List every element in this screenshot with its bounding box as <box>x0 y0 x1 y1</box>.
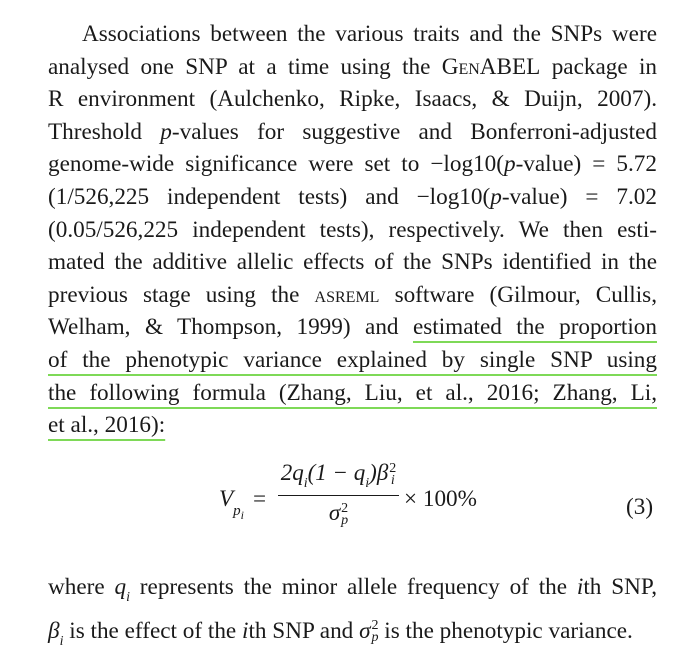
math-sub-p: p <box>233 503 241 519</box>
math-sub-i: i <box>59 633 64 649</box>
equals-sign: = <box>253 486 267 512</box>
text-span: is the effect of the <box>63 617 243 644</box>
paragraph-definitions <box>48 571 657 658</box>
math-term: )β <box>369 460 389 485</box>
text-span: th SNP and <box>248 617 360 644</box>
text-span: mated the additive allelic effects of the SNPs identified in the <box>48 249 657 276</box>
math-var-i: i <box>242 617 249 644</box>
equation-3 <box>0 452 687 562</box>
math-term: (1 − q <box>307 460 366 485</box>
text-line <box>48 181 657 214</box>
text-span: where <box>48 574 115 600</box>
text-line <box>48 246 657 279</box>
text-span: Threshold <box>48 118 161 145</box>
text-line <box>48 344 657 377</box>
text-line <box>48 116 657 149</box>
paragraph-methods <box>48 18 657 442</box>
text-span: (0.05/526,225 independent tests), respectively. We then esti- <box>48 216 657 243</box>
text-span: analysed one SNP at a time using the <box>48 53 442 80</box>
equation-fraction <box>278 460 399 527</box>
text-span: -values for suggestive and Bonferroni-adjusted <box>171 118 657 145</box>
math-term: 2q <box>280 460 304 485</box>
math-subsup <box>372 620 379 644</box>
math-sup-2: 2 <box>371 618 379 634</box>
text-span: previous stage using the <box>48 281 315 308</box>
text-line <box>48 51 657 84</box>
math-var-p: p <box>160 118 172 145</box>
math-var-q: q <box>114 574 127 600</box>
highlighted-text: of the phenotypic variance explained by single SNP using <box>48 346 657 373</box>
math-sub-p: p <box>341 513 349 529</box>
math-sub-i: i <box>126 590 130 605</box>
fraction-numerator <box>278 460 399 495</box>
math-subsup <box>341 503 348 527</box>
text-span: software (Gilmour, Cullis, <box>379 281 658 308</box>
fraction-bar <box>278 495 399 496</box>
math-subsup <box>389 460 397 488</box>
math-var-v: V <box>219 486 234 512</box>
text-line <box>48 148 657 181</box>
text-line <box>48 83 657 116</box>
text-span: genome-wide significance were set to −log10( <box>48 151 504 178</box>
text-span: represents the minor allele frequency of the <box>129 574 577 600</box>
text-line <box>48 311 657 344</box>
math-sub-p: p <box>371 630 379 646</box>
text-line <box>48 409 657 442</box>
highlighted-text: the following formula (Zhang, Liu, et al., 2016; Zhang, Li, <box>48 379 657 406</box>
text-span: is the phenotypic variance. <box>378 617 633 644</box>
equation-lhs <box>219 486 244 523</box>
text-line <box>48 377 657 410</box>
math-sup-2: 2 <box>389 460 397 476</box>
text-line <box>48 615 657 658</box>
text-line <box>48 279 657 312</box>
math-sub-i: i <box>303 476 308 491</box>
text-span: (1/526,225 independent tests) and −log10( <box>48 183 491 210</box>
highlighted-text: et al., 2016): <box>48 412 166 439</box>
equation-number: (3) <box>626 494 654 520</box>
highlighted-text: estimated the proportion <box>412 314 657 341</box>
math-sigma: σ <box>359 617 371 644</box>
text-span: Associations between the various traits and the SNPs were <box>82 21 657 47</box>
text-line <box>48 18 657 51</box>
software-name-genabel: GenABEL <box>441 53 541 80</box>
math-sub-i: i <box>240 508 245 522</box>
math-sup-2: 2 <box>341 501 349 517</box>
fraction-denominator <box>278 500 399 527</box>
text-span: package in <box>540 53 658 80</box>
math-var-p: p <box>490 183 502 210</box>
text-span: th SNP, <box>583 574 657 600</box>
math-sub-i: i <box>365 476 370 491</box>
times-100-percent: × 100% <box>404 486 477 512</box>
math-var-i: i <box>576 574 584 600</box>
text-line <box>48 571 657 615</box>
text-span: -value) = 5.72 <box>515 151 657 178</box>
math-var-p: p <box>503 151 516 178</box>
software-name-asreml: asreml <box>314 281 380 308</box>
math-sigma: σ <box>328 500 341 526</box>
text-span: Welham, & Thompson, 1999) and <box>48 314 413 341</box>
text-line <box>48 214 657 247</box>
text-span: -value) = 7.02 <box>501 183 657 210</box>
text-span: R environment (Aulchenko, Ripke, Isaacs, & Duijn, 2007). <box>48 86 657 113</box>
math-sub-i: i <box>390 472 395 488</box>
math-beta: β <box>48 617 60 644</box>
